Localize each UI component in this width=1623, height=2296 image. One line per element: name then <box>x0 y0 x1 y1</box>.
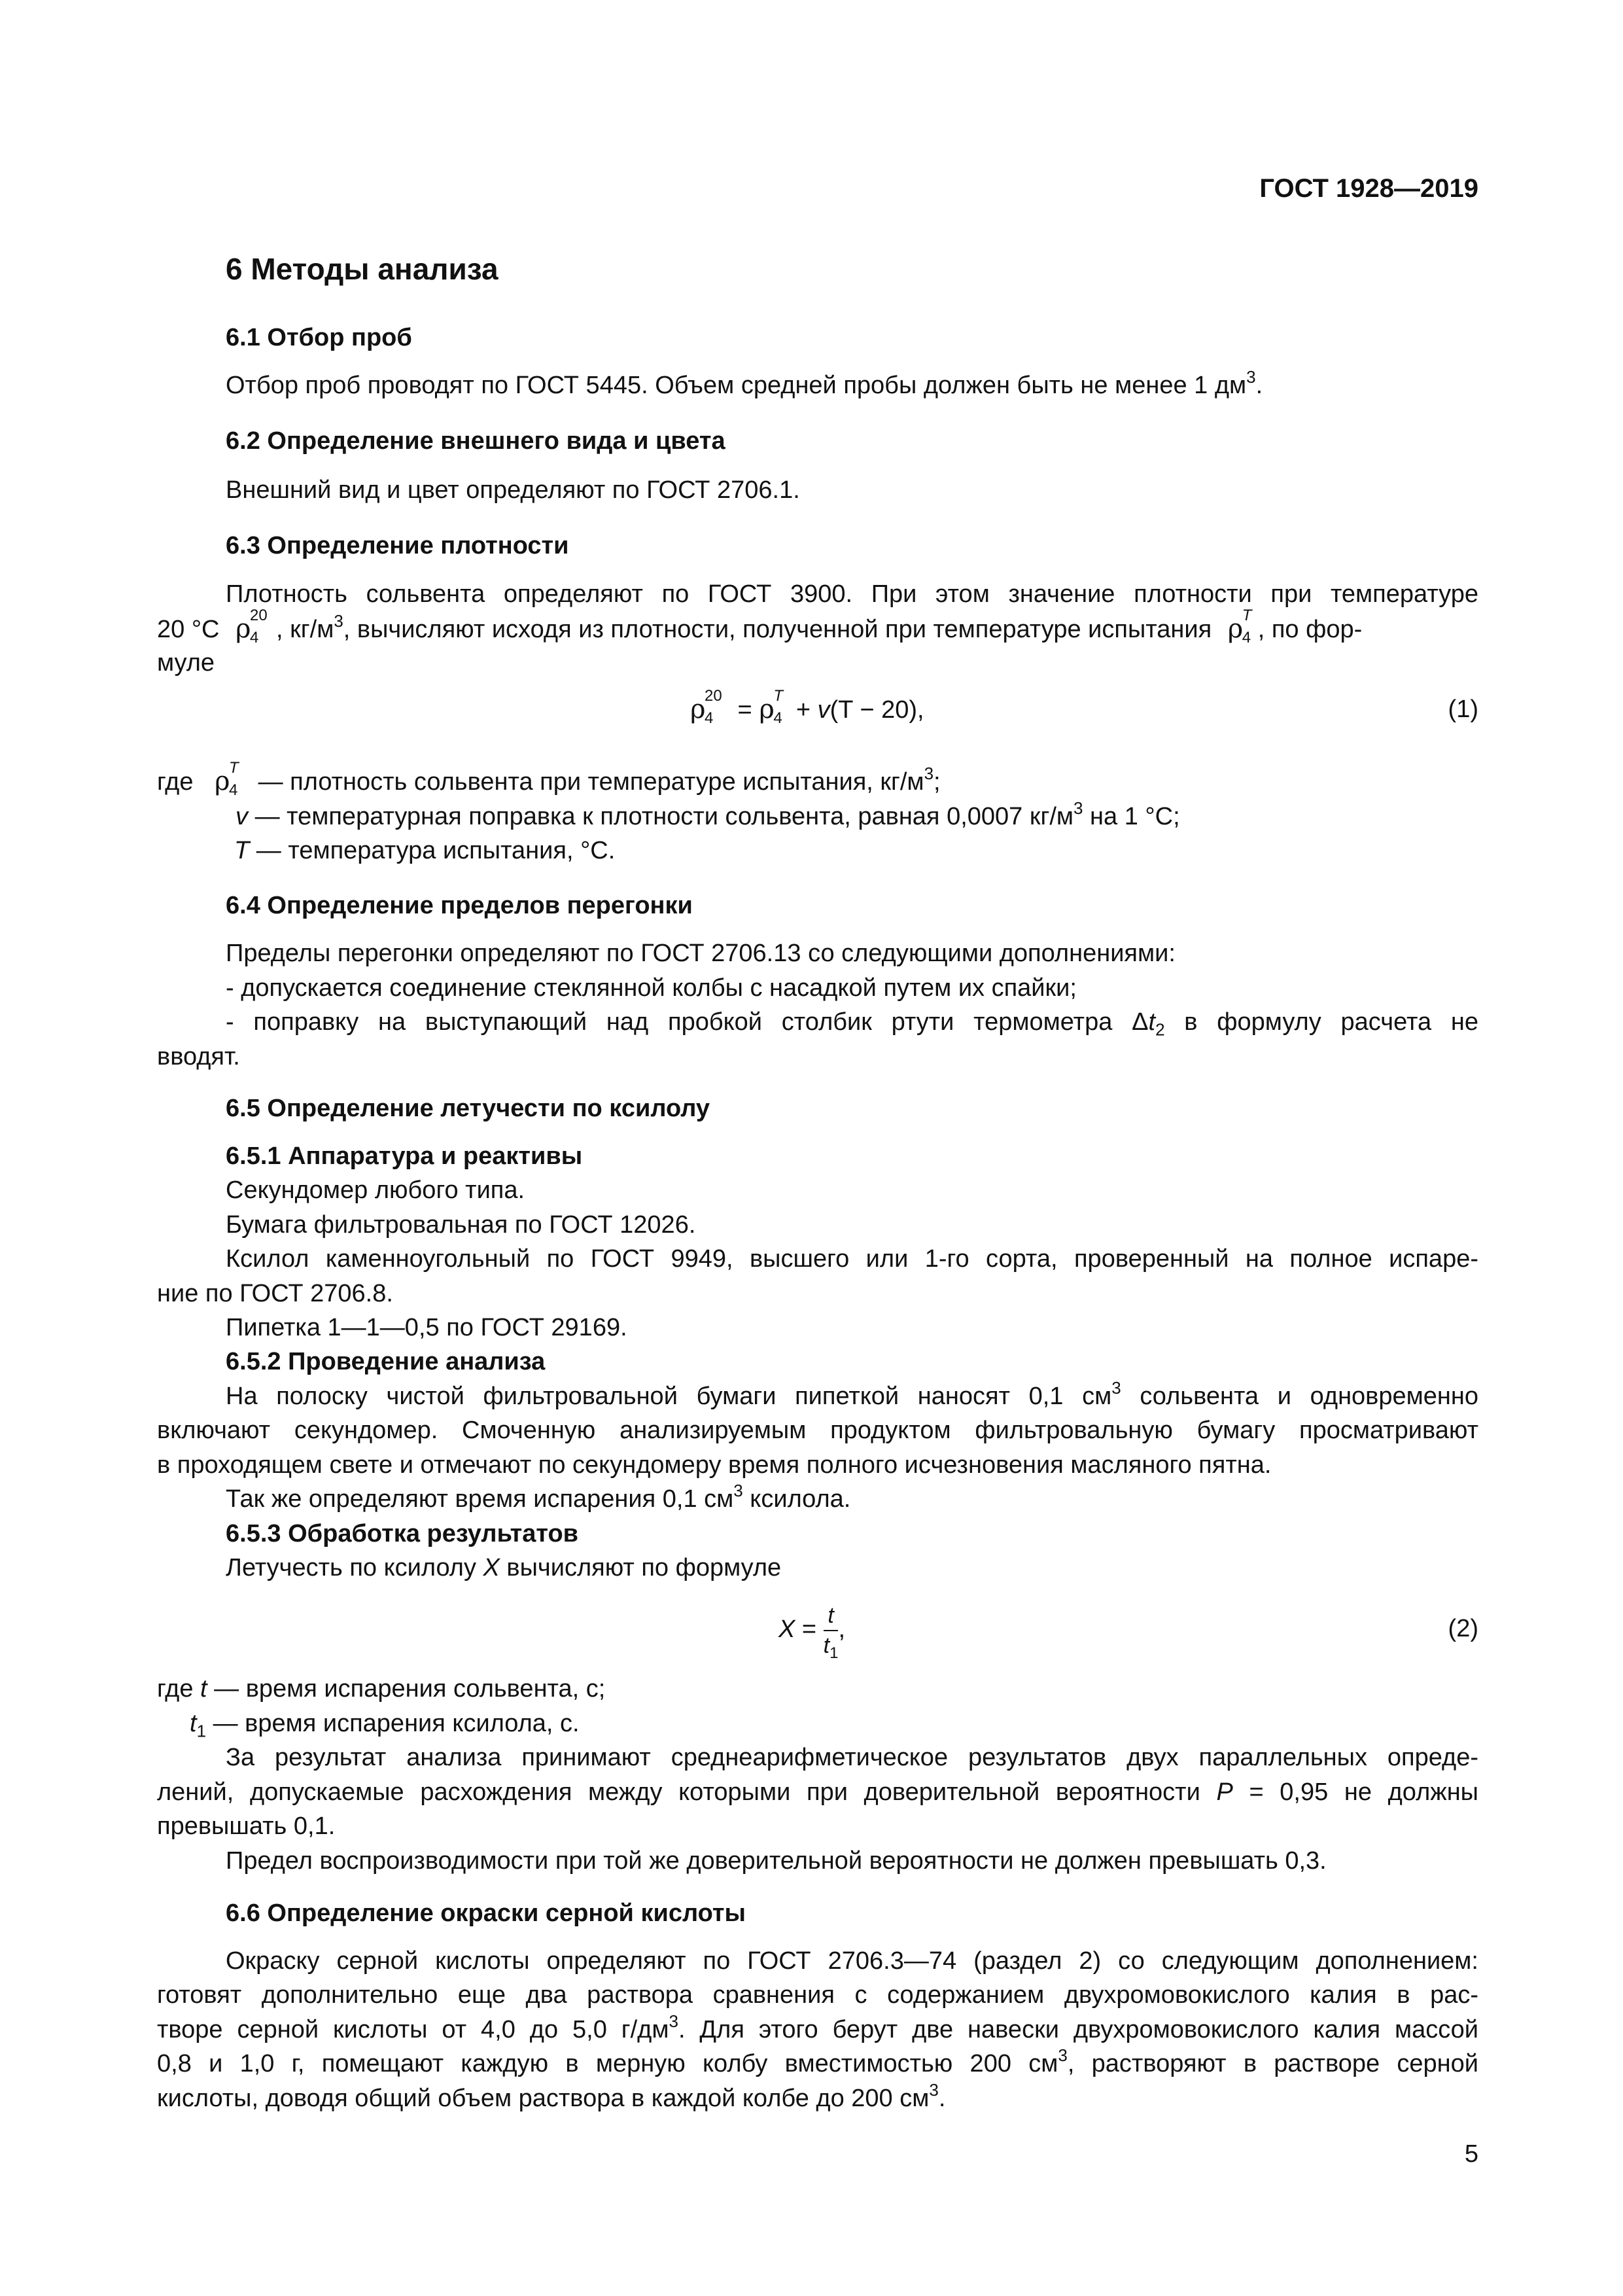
procedure-line-3: в проходящем свете и отмечают по секундомеру время полного исчезновения масляного пятна. <box>157 1451 1272 1479</box>
results-line-1: Летучесть по ксилолу X вычисляют по формуле <box>226 1554 782 1581</box>
paragraph-6-4-line-2: - допускается соединение стеклянной колбы с насадкой путем их спайки; <box>226 974 1077 1002</box>
paragraph-6-6-line-4: 0,8 и 1,0 г, помещают каждую в мерную колбу вместимостью 200 $см^3$, растворяют в растворе серной <box>157 2045 1479 2077</box>
subsection-6-5-1-title: 6.5.1 Аппаратура и реактивы <box>226 1142 583 1170</box>
results-line-3: лений, допускаемые расхождения между которыми при доверительной вероятности P = 0,95 не должны <box>157 1778 1478 1806</box>
paragraph-6-3-line-1: Плотность сольвента определяют по ГОСТ 3900. При этом значение плотности при температуре <box>226 580 1478 608</box>
formula-1: ρ 4 20 = ρ 4 T + v(T − 20), <box>690 687 924 727</box>
results-line-2: За результат анализа принимают среднеарифметическое результатов двух параллельных опреде- <box>226 1744 1478 1771</box>
paragraph-6-6-line-1: Окраску серной кислоты определяют по ГОСТ 2706.3—74 (раздел 2) со следующим дополнением: <box>226 1947 1478 1975</box>
subsection-6-5-title: 6.5 Определение летучести по ксилолу <box>226 1095 710 1122</box>
procedure-line-1: На полоску чистой фильтровальной бумаги пипеткой наносят 0,1 $см^3$ сольвента и одновременно <box>226 1378 1479 1410</box>
subsection-6-6-title: 6.6 Определение окраски серной кислоты <box>226 1899 746 1927</box>
formula-1-where-3: T — температура испытания, °C. <box>234 837 616 864</box>
subsection-6-3-title: 6.3 Определение плотности <box>226 532 569 559</box>
subsection-6-2-title: 6.2 Определение внешнего вида и цвета <box>226 427 725 455</box>
document-header: ГОСТ 1928—2019 <box>1259 174 1478 203</box>
subsection-6-5-3-title: 6.5.3 Обработка результатов <box>226 1520 579 1547</box>
paragraph-6-3-line-3: муле <box>157 649 215 677</box>
paragraph-6-6-line-2: готовят дополнительно еще два раствора сравнения с содержанием двухромовокислого калия в рас- <box>157 1981 1478 2009</box>
apparatus-line-3: Ксилол каменноугольный по ГОСТ 9949, высшего или 1-го сорта, проверенный на полное испаре- <box>226 1245 1478 1273</box>
subsection-6-5-2-title: 6.5.2 Проведение анализа <box>226 1348 546 1375</box>
paragraph-6-4-line-1: Пределы перегонки определяют по ГОСТ 2706.13 со следующими дополнениями: <box>226 940 1176 967</box>
formula-2-where-2: $t_1$ — время испарения ксилола, с. <box>190 1710 580 1741</box>
subsection-6-1-title: 6.1 Отбор проб <box>226 324 412 351</box>
apparatus-line-1: Секундомер любого типа. <box>226 1176 525 1204</box>
paragraph-6-2: Внешний вид и цвет определяют по ГОСТ 2706.1. <box>226 476 800 504</box>
apparatus-line-5: Пипетка 1—1—0,5 по ГОСТ 29169. <box>226 1314 627 1341</box>
formula-1-where-1: где ρ 4 T — плотность сольвента при температуре испытания, $кг/м^3$; <box>157 759 941 799</box>
paragraph-6-6-line-3: творе серной кислоты от 4,0 до 5,0 $г/дм^3$. Для этого берут две навески двухромовокислого калия массой <box>157 2011 1478 2043</box>
paragraph-6-1: Отбор проб проводят по ГОСТ 5445. Объем средней пробы должен быть не менее 1 $дм^3$. <box>226 367 1263 399</box>
formula-2-number: (2) <box>1448 1615 1478 1642</box>
paragraph-6-6-line-5: кислоты, доводя общий объем раствора в каждой колбе до 200 $см^3$. <box>157 2080 946 2112</box>
paragraph-6-3-line-2: 20 °C ρ 4 20 , $кг/м^3$, вычисляют исходя из плотности, полученной при температуре испытания ρ 4 T , по фор- <box>157 607 1363 646</box>
paragraph-6-4-line-4: вводят. <box>157 1043 240 1070</box>
apparatus-line-4: ние по ГОСТ 2706.8. <box>157 1280 393 1307</box>
results-line-5: Предел воспроизводимости при той же доверительной вероятности не должен превышать 0,3. <box>226 1847 1327 1875</box>
rho-4-t-symbol: ρ 4 T <box>1227 607 1252 646</box>
apparatus-line-2: Бумага фильтровальная по ГОСТ 12026. <box>226 1211 696 1239</box>
formula-2-where-1: где t — время испарения сольвента, с; <box>157 1675 606 1703</box>
formula-1-where-2: v — температурная поправка к плотности сольвента, равная 0,0007 $кг/м^3$ на 1 °C; <box>236 798 1180 830</box>
formula-1-number: (1) <box>1448 696 1478 723</box>
procedure-line-4: Так же определяют время испарения 0,1 $см^3$ ксилола. <box>226 1481 851 1513</box>
procedure-line-2: включают секундомер. Смоченную анализируемым продуктом фильтровальную бумагу просматривают <box>157 1417 1478 1444</box>
rho-4-20-symbol: ρ 4 20 <box>236 607 268 646</box>
formula-2: X = $\frac{t}{t_1}$ , <box>778 1597 845 1662</box>
section-title: 6 Методы анализа <box>226 252 498 286</box>
subsection-6-4-title: 6.4 Определение пределов перегонки <box>226 892 693 919</box>
paragraph-6-4-line-3: - поправку на выступающий над пробкой столбик ртути термометра $\Delta t_2$ в формулу расчета не <box>226 1008 1478 1040</box>
results-line-4: превышать 0,1. <box>157 1812 336 1840</box>
page-number: 5 <box>1464 2140 1478 2168</box>
